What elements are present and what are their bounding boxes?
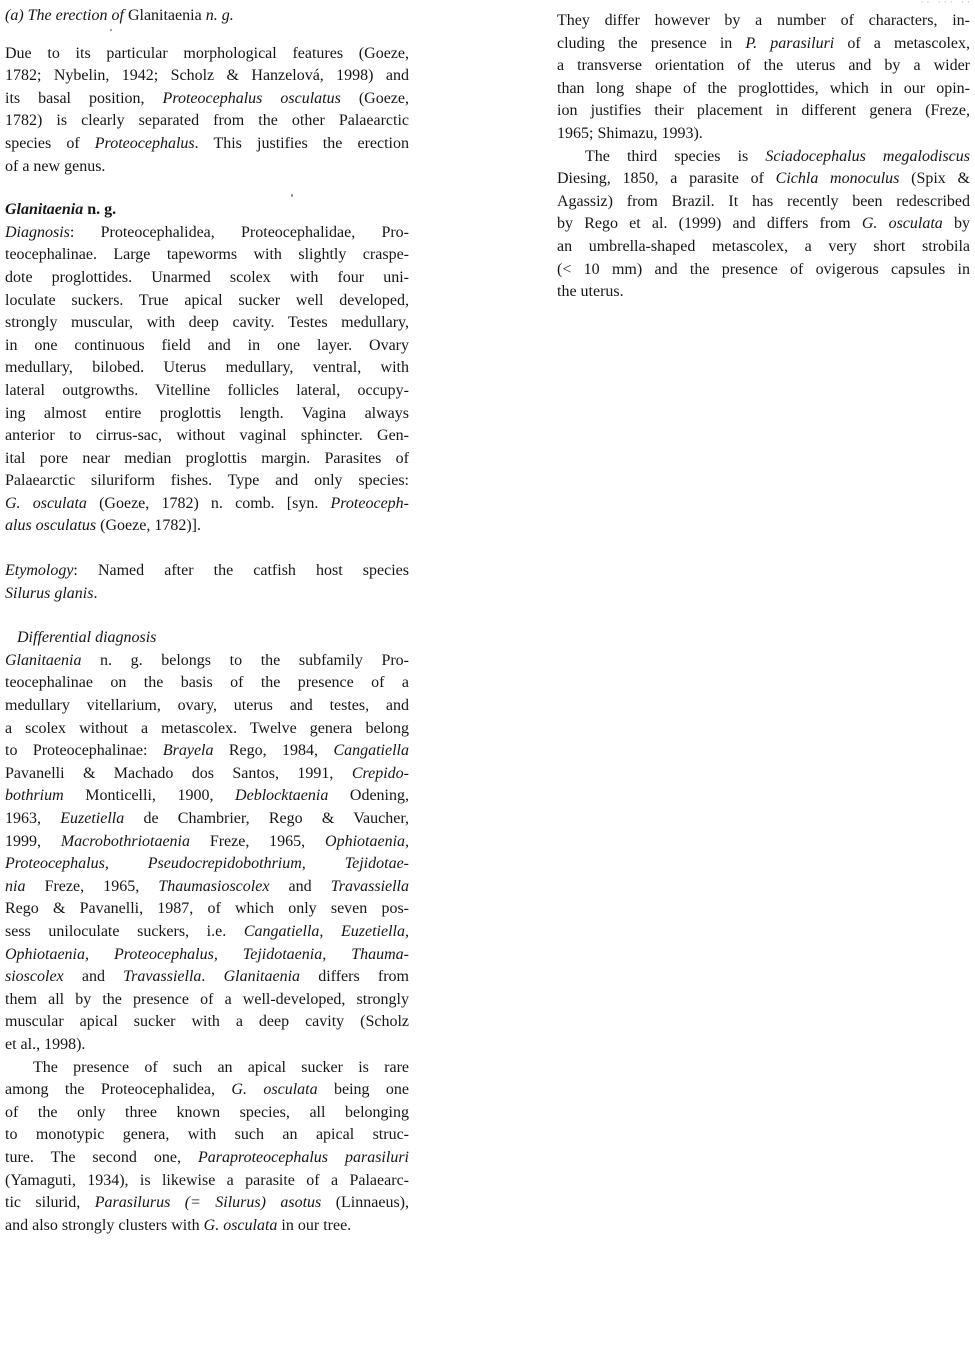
- para-due-line: [5, 156, 409, 179]
- text-run: species of: [5, 134, 95, 152]
- text-run-b: n. g.: [83, 201, 117, 219]
- text-run-i: Deblocktaenia: [235, 787, 329, 805]
- para-diagnosis-line: [5, 515, 409, 538]
- para-they-differ-line: [557, 78, 970, 101]
- para-presence-line: [5, 1102, 409, 1125]
- cropped-text-fragment: ·· ··· ··: [920, 0, 973, 7]
- genus-heading: [5, 199, 409, 222]
- text-run-i: Euzetiella: [60, 810, 125, 827]
- text-run: 1782) is clearly separated from the other Palaearctic: [5, 112, 409, 130]
- para-etymology-line: [5, 583, 409, 606]
- para-diagnosis-line: [5, 357, 409, 380]
- text-run: 1965; Shimazu, 1993).: [557, 124, 703, 142]
- para-diagnosis-line: [5, 335, 409, 358]
- text-run-i: Thaumasioscolex: [158, 877, 270, 895]
- para-they-differ: [557, 10, 970, 146]
- text-run: Monticelli, 1900,: [63, 787, 236, 805]
- text-run-i: Silurus glanis: [5, 584, 94, 602]
- text-run: tic silurid,: [5, 1194, 95, 1212]
- text-run-i: G. osculata: [5, 494, 87, 512]
- para-presence-line: [5, 1192, 409, 1215]
- text-run: : Proteocephalidea, Proteocephalidae, Pro-: [69, 223, 409, 241]
- para-diagnosis-line: [5, 448, 409, 471]
- para-they-differ-line: [557, 10, 970, 33]
- text-run: the uterus.: [557, 283, 624, 301]
- text-run-i: Paraproteocephalus parasiluri: [197, 1148, 409, 1166]
- text-run-i: Ophiotaenia, Proteocephalus, Tejidotaenia, Thauma-: [5, 945, 409, 963]
- text-run: loculate suckers. True apical sucker well developed,: [5, 291, 409, 309]
- para-third-species-line: [557, 191, 970, 214]
- text-run-i: Proteocephalus osculatus: [162, 89, 341, 107]
- text-run-i: alus osculatus: [5, 517, 97, 535]
- text-run: in one continuous field and in one layer. Ovary: [5, 336, 409, 354]
- para-third-species-line: [557, 168, 970, 191]
- text-run: than long shape of the proglottides, which in our opin-: [557, 79, 970, 97]
- text-run-i: Sciadocephalus megalodiscus: [765, 147, 970, 165]
- para-diagnosis-line: [5, 493, 409, 516]
- text-run: et al., 1998).: [5, 1035, 86, 1053]
- text-run: cluding the presence in: [557, 34, 746, 52]
- para-diagnosis-line: [5, 312, 409, 335]
- para-differential-line: [5, 876, 409, 899]
- text-run-bi: Glanitaenia: [5, 201, 84, 219]
- para-they-differ-line: [557, 123, 970, 146]
- text-run: teocephalinae on the basis of the presence of a: [5, 674, 409, 692]
- text-run: The presence of such an apical sucker is rare: [33, 1058, 409, 1076]
- para-differential-line: [5, 921, 409, 944]
- para-differential-line: [5, 944, 409, 967]
- text-run: dote proglottides. Unarmed scolex with four uni-: [5, 268, 409, 286]
- para-etymology: [5, 560, 409, 605]
- para-differential-line: [5, 808, 409, 831]
- left-column: [5, 5, 409, 1237]
- text-run: (Yamaguti, 1934), is likewise a parasite of a Palaearc-: [5, 1171, 409, 1189]
- text-run: medullary, bilobed. Uterus medullary, ventral, with: [5, 359, 409, 377]
- text-run-i: Glanitaenia: [223, 968, 301, 986]
- text-run: by Rego et al. (1999) and differs from: [557, 215, 862, 233]
- text-run-i: bothrium: [5, 787, 64, 805]
- text-run-i: Travassiella: [123, 968, 202, 986]
- text-run: They differ however by a number of characters, in-: [557, 12, 970, 29]
- dd-heading: [5, 627, 409, 650]
- para-differential-line: [5, 989, 409, 1012]
- text-run-i: Diagnosis: [5, 223, 70, 241]
- section-heading-a: [5, 5, 409, 28]
- text-run-i: Macrobothriotaenia: [60, 832, 190, 850]
- text-run: strongly muscular, with deep cavity. Testes medullary,: [5, 314, 409, 332]
- text-run: . This justifies the erection: [194, 134, 409, 152]
- text-run: a transverse orientation of the uterus and by a wider: [557, 57, 970, 75]
- text-run: (Spix &: [899, 170, 970, 188]
- text-run: to monotypic genera, with such an apical struc-: [5, 1126, 409, 1144]
- para-presence-line: [5, 1079, 409, 1102]
- text-run-i: P. parasiluri: [745, 34, 835, 52]
- para-diagnosis-line: [5, 267, 409, 290]
- text-run: : Named after the catfish host species: [73, 562, 409, 580]
- para-differential-line: [5, 785, 409, 808]
- text-run: by: [942, 215, 970, 233]
- text-run: Pavanelli & Machado dos Santos, 1991,: [5, 764, 352, 782]
- text-run: its basal position,: [5, 89, 163, 107]
- para-differential-line: [5, 898, 409, 921]
- text-run: ture. The second one,: [5, 1148, 198, 1166]
- text-run: to Proteocephalinae:: [5, 742, 163, 760]
- text-run-i: Cangatiella, Euzetiella,: [243, 922, 409, 940]
- text-run-i: nia: [5, 877, 26, 895]
- para-due-line: [5, 133, 409, 156]
- para-differential-line: [5, 831, 409, 854]
- text-run: differs from: [300, 968, 409, 986]
- text-run: (Goeze, 1782) n. comb. [syn.: [86, 494, 331, 512]
- text-run: of a metascolex,: [834, 34, 970, 52]
- text-run-i: Cangatiella: [333, 742, 409, 760]
- text-run-i: Differential diagnosis: [17, 629, 157, 647]
- text-run: Freze, 1965,: [190, 832, 326, 850]
- para-etymology-line: [5, 560, 409, 583]
- text-run: and also strongly clusters with: [5, 1216, 204, 1234]
- text-run-i: Etymology: [5, 562, 74, 580]
- text-run-i: G. osculata: [203, 1216, 278, 1234]
- text-run: Rego, 1984,: [213, 742, 334, 760]
- text-run: (Goeze,: [340, 89, 410, 107]
- text-run-i: Parasilurus (= Silurus) asotus: [94, 1194, 322, 1212]
- text-run: ital pore near median proglottis margin. Parasites of: [5, 449, 409, 467]
- text-run: of the only three known species, all belonging: [5, 1103, 409, 1121]
- para-diagnosis-line: [5, 403, 409, 426]
- text-run: n. g. belongs to the subfamily Pro-: [81, 651, 409, 669]
- para-due-line: [5, 110, 409, 133]
- para-diagnosis-line: [5, 290, 409, 313]
- text-run: Due to its particular morphological features (Goeze,: [5, 44, 409, 62]
- text-run: an umbrella-shaped metascolex, a very short strobila: [557, 237, 970, 255]
- para-differential-line: [5, 740, 409, 763]
- text-run: (< 10 mm) and the presence of ovigerous capsules in: [557, 260, 970, 278]
- text-run: (Linnaeus),: [321, 1194, 409, 1212]
- text-run-i: Ophiotaenia,: [325, 832, 410, 850]
- text-run: Freze, 1965,: [25, 877, 159, 895]
- text-run: and: [269, 877, 331, 895]
- text-run: 1999,: [5, 832, 61, 850]
- dd-heading-line: [5, 627, 409, 650]
- text-run-i: sioscolex: [5, 968, 64, 986]
- text-run-i: Brayela: [162, 742, 214, 760]
- para-third-species-line: [557, 146, 970, 169]
- para-differential-line: [5, 1034, 409, 1057]
- text-run: Palaearctic siluriform fishes. Type and only species:: [5, 472, 409, 490]
- text-run-i: Proteoceph-: [330, 494, 409, 512]
- para-they-differ-line: [557, 55, 970, 78]
- para-differential-line: [5, 672, 409, 695]
- text-run: 1782; Nybelin, 1942; Scholz & Hanzelová, 1998) and: [5, 67, 409, 85]
- text-run-i: n. g.: [205, 7, 234, 24]
- para-diagnosis-line: [5, 425, 409, 448]
- para-differential-line: [5, 695, 409, 718]
- para-differential-line: [5, 966, 409, 989]
- para-due-line: [5, 65, 409, 88]
- text-run: Diesing, 1850, a parasite of: [557, 170, 776, 188]
- text-run: and: [63, 968, 124, 986]
- text-run: The third species is: [585, 147, 766, 165]
- para-they-differ-line: [557, 33, 970, 56]
- para-differential-line: [5, 1011, 409, 1034]
- text-run-i: (a) The erection of: [5, 7, 128, 24]
- para-diagnosis-line: [5, 244, 409, 267]
- text-run: a scolex without a metascolex. Twelve genera belong: [5, 719, 409, 737]
- text-run: ing almost entire proglottis length. Vagina always: [5, 404, 409, 422]
- text-run: ion justifies their placement in different genera (Freze,: [557, 102, 970, 120]
- para-presence-line: [5, 1147, 409, 1170]
- genus-heading-line: [5, 199, 409, 222]
- text-run: them all by the presence of a well-developed, strongly: [5, 990, 409, 1008]
- para-diagnosis-line: [5, 380, 409, 403]
- para-third-species-line: [557, 259, 970, 282]
- para-diagnosis: [5, 222, 409, 538]
- text-run: lateral outgrowths. Vitelline follicles lateral, occupy-: [5, 381, 409, 399]
- para-third-species-line: [557, 213, 970, 236]
- para-due: [5, 43, 409, 179]
- text-run: among the Proteocephalidea,: [5, 1081, 232, 1099]
- text-run: 1963,: [5, 810, 61, 827]
- para-third-species: [557, 146, 970, 304]
- text-run: of a new genus.: [5, 157, 106, 175]
- para-differential-line: [5, 650, 409, 673]
- para-presence-line: [5, 1057, 409, 1080]
- text-run: (Goeze, 1782)].: [96, 517, 201, 535]
- text-run-i: Travassiella: [330, 877, 409, 895]
- text-run-i: Cichla monoculus: [775, 170, 900, 188]
- para-presence-line: [5, 1215, 409, 1238]
- text-run: muscular apical sucker with a deep cavity (Scholz: [5, 1013, 409, 1031]
- scan-speck: [110, 29, 112, 31]
- para-differential-line: [5, 718, 409, 741]
- section-heading-a-line: [5, 5, 409, 28]
- text-run: de Chambrier, Rego & Vaucher,: [124, 810, 410, 827]
- para-differential: [5, 650, 409, 1057]
- text-run: being one: [317, 1081, 409, 1099]
- para-diagnosis-line: [5, 470, 409, 493]
- text-run: medullary vitellarium, ovary, uterus and testes, and: [5, 697, 409, 715]
- para-presence: [5, 1057, 409, 1238]
- para-third-species-line: [557, 236, 970, 259]
- text-run: Rego & Pavanelli, 1987, of which only seven pos-: [5, 900, 409, 918]
- right-column: [557, 10, 970, 304]
- para-due-line: [5, 88, 409, 111]
- para-presence-line: [5, 1170, 409, 1193]
- text-run: Odening,: [328, 787, 409, 805]
- para-presence-line: [5, 1124, 409, 1147]
- text-run-i: Proteocephalus: [94, 134, 195, 152]
- text-run: teocephalinae. Large tapeworms with slightly craspe-: [5, 246, 409, 264]
- para-differential-line: [5, 853, 409, 876]
- para-differential-line: [5, 763, 409, 786]
- scan-speck: [291, 194, 293, 197]
- text-run: .: [93, 584, 98, 602]
- text-run-i: G. osculata: [231, 1081, 318, 1099]
- text-run-i: Glanitaenia: [5, 651, 82, 669]
- text-run: .: [201, 968, 224, 986]
- para-due-line: [5, 43, 409, 66]
- text-run-i: Proteocephalus, Pseudocrepidobothrium, Tejidotae-: [5, 855, 409, 873]
- text-run-i: G. osculata: [861, 215, 943, 233]
- text-run: sess uniloculate suckers, i.e.: [5, 922, 244, 940]
- para-diagnosis-line: [5, 222, 409, 245]
- para-third-species-line: [557, 281, 970, 304]
- text-run: in our tree.: [277, 1216, 352, 1234]
- para-they-differ-line: [557, 100, 970, 123]
- text-run: anterior to cirrus-sac, without vaginal sphincter. Gen-: [5, 427, 409, 445]
- text-run-i: Crepido-: [351, 764, 409, 782]
- text-run: Glanitaenia: [127, 7, 206, 24]
- text-run: Agassiz) from Brazil. It has recently been redescribed: [557, 192, 970, 210]
